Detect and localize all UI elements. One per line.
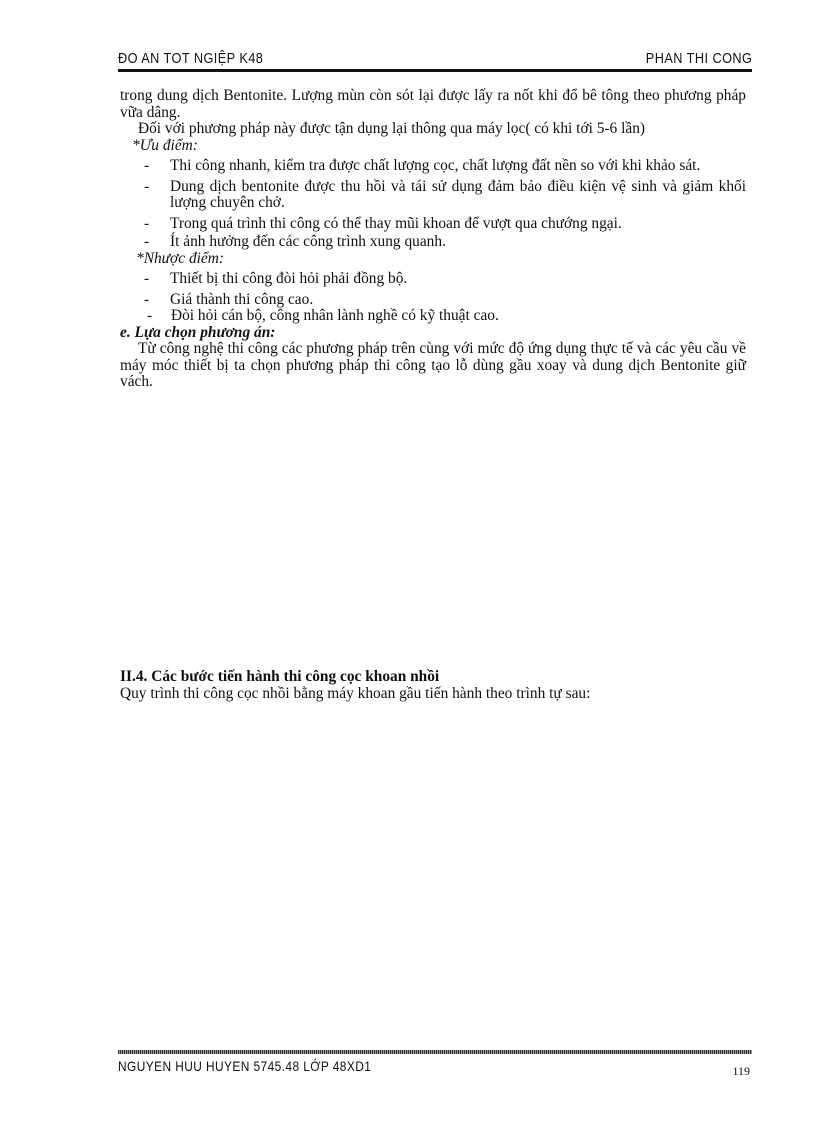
section-title: II.4. Các bước tiến hành thi công cọc khoan nhồi [120, 668, 440, 685]
paragraph-3: Từ công nghệ thi công các phương pháp trên cùng với mức độ ứng dụng thực tế và các yêu cầu về máy móc thiết bị ta chọn phương pháp thi công tạo lỗ dùng gầu xoay và dung dịch Bentonite giữ vách. [120, 340, 746, 390]
advantage-item: - Trong quá trình thi công có thể thay mũi khoan để vượt qua chướng ngại. [144, 214, 622, 232]
advantage-text: Thi công nhanh, kiểm tra được chất lượng cọc, chất lượng đất nền so với khi khảo sát. [170, 157, 701, 174]
advantage-item: - Ít ảnh hưởng đến các công trình xung quanh. [144, 233, 446, 250]
page-body [120, 88, 746, 391]
disadvantage-text: Giá thành thi công cao. [170, 290, 314, 308]
heading-e-text: . Lựa chọn phương án: [126, 323, 276, 341]
header-rule [118, 69, 752, 72]
advantage-item: - Dung dịch bentonite được thu hồi và tái sử dụng đảm bảo điều kiện vệ sinh và giảm khối lượng chuyên chở. [144, 177, 746, 211]
header-left-text: ĐO AN TOT NGIỆP K48 [118, 50, 264, 67]
advantages-label: *Ưu điểm: [132, 136, 198, 154]
paragraph-2: Đối với phương pháp này được tận dụng lại thông qua máy lọc( có khi tới 5-6 lần) [138, 120, 646, 137]
heading-e [120, 325, 746, 342]
disadvantage-text: Thiết bị thi công đòi hỏi phải đồng bộ. [170, 270, 408, 287]
disadvantage-item: - Đòi hỏi cán bộ, công nhân lành nghề có kỹ thuật cao. [147, 307, 499, 324]
advantage-text: Ít ảnh hưởng đến các công trình xung quanh. [170, 233, 446, 250]
paragraph-1: trong dung dịch Bentonite. Lượng mùn còn sót lại được lấy ra nốt khi đổ bê tông theo phương pháp vữa dâng. [120, 87, 746, 121]
page-number: 119 [732, 1064, 750, 1078]
header-right-text: PHAN THI CONG [645, 50, 752, 67]
page-header [118, 50, 752, 70]
section-ii4 [120, 668, 746, 702]
footer-rule [118, 1050, 752, 1054]
section-intro: Quy trình thi công cọc nhồi bằng máy khoan gầu tiến hành theo trình tự sau: [120, 685, 591, 702]
disadvantage-text: Đòi hỏi cán bộ, công nhân lành nghề có kỹ thuật cao. [171, 307, 499, 324]
footer-left-text: NGUYEN HUU HUYEN 5745.48 LỚP 48XD1 [118, 1058, 372, 1074]
heading-e-letter: e [120, 323, 127, 341]
advantage-text: Trong quá trình thi công có thể thay mũi khoan để vượt qua chướng ngại. [170, 214, 622, 232]
advantage-item: - Thi công nhanh, kiểm tra được chất lượng cọc, chất lượng đất nền so với khi khảo sát. [144, 157, 701, 174]
advantage-text: Dung dịch bentonite được thu hồi và tái sử dụng đảm bảo điều kiện vệ sinh và giảm khối lượng chuyên chở. [170, 177, 746, 211]
disadvantages-label: *Nhược điểm: [136, 249, 224, 267]
disadvantage-item: - Thiết bị thi công đòi hỏi phải đồng bộ. [144, 270, 408, 287]
disadvantage-item: - Giá thành thi công cao. [144, 290, 314, 308]
